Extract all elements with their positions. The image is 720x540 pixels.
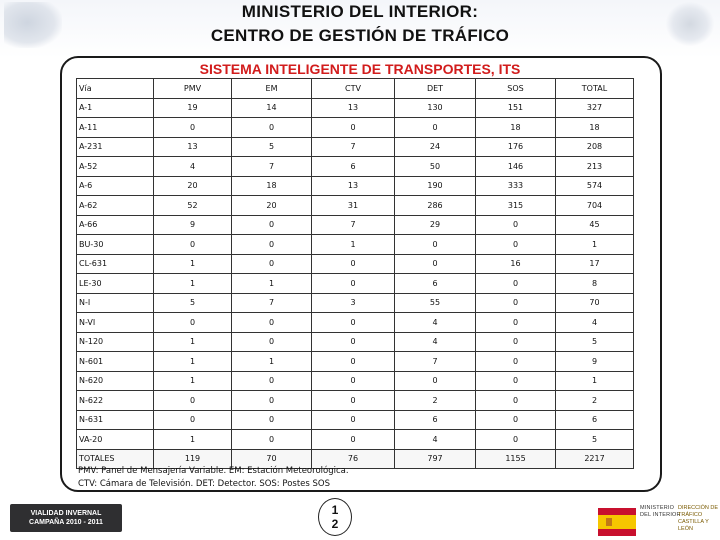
value-cell: 0 [232,313,312,333]
value-cell: 5 [232,137,312,157]
value-cell: 0 [312,274,395,294]
value-cell: 8 [556,274,634,294]
value-cell: 31 [312,196,395,216]
value-cell: 5 [556,332,634,352]
column-header: SOS [476,79,556,99]
dgt-footer-text [678,505,720,533]
value-cell: 5 [154,293,232,313]
value-cell: 0 [476,293,556,313]
value-cell: 1 [232,274,312,294]
value-cell: 19 [154,98,232,118]
value-cell: 0 [476,391,556,411]
value-cell: 797 [395,449,476,469]
value-cell: 0 [476,352,556,372]
table-row [77,157,634,177]
road-cell: N-601 [77,352,154,372]
value-cell: 0 [154,410,232,430]
value-cell: 0 [232,254,312,274]
value-cell: 1 [556,371,634,391]
value-cell: 286 [395,196,476,216]
value-cell: 7 [395,352,476,372]
table-row [77,176,634,196]
value-cell: 4 [395,313,476,333]
road-cell: A-62 [77,196,154,216]
column-header: CTV [312,79,395,99]
table-row [77,313,634,333]
value-cell: 119 [154,449,232,469]
value-cell: 213 [556,157,634,177]
campaign-years: CAMPAÑA 2010 - 2011 [29,519,103,526]
road-cell: N-622 [77,391,154,411]
column-header: Vía [77,79,154,99]
value-cell: 14 [232,98,312,118]
table-row [77,235,634,255]
value-cell: 1 [556,235,634,255]
value-cell: 0 [312,313,395,333]
value-cell: 20 [232,196,312,216]
table-row [77,137,634,157]
value-cell: 0 [232,371,312,391]
value-cell: 1 [154,371,232,391]
value-cell: 6 [556,410,634,430]
value-cell: 0 [312,410,395,430]
value-cell: 1 [154,274,232,294]
dgt-footer-line: DIRECCIÓN DE [678,505,719,511]
value-cell: 13 [154,137,232,157]
road-cell: N-631 [77,410,154,430]
road-cell: A-231 [77,137,154,157]
value-cell: 0 [395,235,476,255]
value-cell: 5 [556,430,634,450]
value-cell: 18 [556,118,634,138]
column-header: DET [395,79,476,99]
value-cell: 6 [312,157,395,177]
value-cell: 45 [556,215,634,235]
value-cell: 1 [154,332,232,352]
value-cell: 0 [312,391,395,411]
road-cell: A-6 [77,176,154,196]
value-cell: 0 [312,371,395,391]
table-row [77,371,634,391]
table-row [77,410,634,430]
value-cell: 0 [395,118,476,138]
value-cell: 7 [232,157,312,177]
value-cell: 0 [312,254,395,274]
value-cell: 4 [395,332,476,352]
table-row [77,254,634,274]
value-cell: 18 [476,118,556,138]
value-cell: 2217 [556,449,634,469]
value-cell: 7 [232,293,312,313]
value-cell: 0 [232,235,312,255]
road-cell: A-11 [77,118,154,138]
value-cell: 0 [232,332,312,352]
dgt-footer-line: TRÁFICO [678,512,703,518]
road-cell: CL-631 [77,254,154,274]
dgt-footer-line: CASTILLA Y LEÓN [678,519,709,532]
value-cell: 333 [476,176,556,196]
value-cell: 146 [476,157,556,177]
road-cell: LE-30 [77,274,154,294]
value-cell: 1 [154,254,232,274]
value-cell: 0 [232,430,312,450]
value-cell: 0 [232,391,312,411]
value-cell: 70 [556,293,634,313]
system-title: SISTEMA INTELIGENTE DE TRANSPORTES, ITS [199,61,521,77]
value-cell: 16 [476,254,556,274]
value-cell: 1 [154,430,232,450]
value-cell: 4 [154,157,232,177]
value-cell: 0 [395,371,476,391]
value-cell: 0 [312,352,395,372]
value-cell: 1155 [476,449,556,469]
value-cell: 0 [312,430,395,450]
spain-flag-icon [598,508,636,536]
table-row [77,196,634,216]
value-cell: 0 [476,215,556,235]
value-cell: 13 [312,176,395,196]
road-cell: BU-30 [77,235,154,255]
road-cell: TOTALES [77,449,154,469]
value-cell: 9 [556,352,634,372]
ministry-title: MINISTERIO DEL INTERIOR: [241,2,479,21]
value-cell: 29 [395,215,476,235]
value-cell: 4 [395,430,476,450]
campaign-title: VIALIDAD INVERNAL [30,510,102,517]
value-cell: 2 [556,391,634,411]
value-cell: 9 [154,215,232,235]
value-cell: 17 [556,254,634,274]
center-title: CENTRO DE GESTIÓN DE TRÁFICO [210,26,510,45]
value-cell: 20 [154,176,232,196]
value-cell: 0 [232,118,312,138]
road-cell: N-VI [77,313,154,333]
table-row [77,352,634,372]
value-cell: 0 [476,332,556,352]
value-cell: 574 [556,176,634,196]
road-cell: N-I [77,293,154,313]
value-cell: 0 [154,118,232,138]
value-cell: 1 [232,352,312,372]
value-cell: 208 [556,137,634,157]
road-cell: A-1 [77,98,154,118]
value-cell: 0 [154,391,232,411]
ministry-footer-line: MINISTERIO [640,505,675,511]
table-row [77,215,634,235]
table-header-row [77,79,634,99]
value-cell: 2 [395,391,476,411]
value-cell: 1 [312,235,395,255]
legend-footnote [78,465,438,491]
table-row [77,430,634,450]
column-header: EM [232,79,312,99]
footnote-line: CTV: Cámara de Televisión. DET: Detector. SOS: Postes SOS [78,479,330,489]
value-cell: 0 [476,274,556,294]
road-cell: A-52 [77,157,154,177]
road-cell: N-620 [77,371,154,391]
footnote-line: PMV: Panel de Mensajería Variable. EM: Estación Meteorológica. [78,466,349,476]
value-cell: 50 [395,157,476,177]
value-cell: 24 [395,137,476,157]
campaign-badge [10,504,122,532]
value-cell: 0 [476,313,556,333]
value-cell: 0 [395,254,476,274]
page-marker-bottom: 2 [331,517,339,531]
value-cell: 6 [395,410,476,430]
value-cell: 0 [312,332,395,352]
value-cell: 0 [476,235,556,255]
road-cell: VA-20 [77,430,154,450]
value-cell: 6 [395,274,476,294]
table-row [77,332,634,352]
road-cell: A-66 [77,215,154,235]
value-cell: 1 [154,352,232,372]
value-cell: 315 [476,196,556,216]
value-cell: 0 [232,410,312,430]
value-cell: 0 [154,235,232,255]
table-row [77,118,634,138]
column-header: TOTAL [556,79,634,99]
value-cell: 0 [312,118,395,138]
ministry-footer-line: DEL INTERIOR [640,512,681,518]
value-cell: 190 [395,176,476,196]
column-header: PMV [154,79,232,99]
value-cell: 52 [154,196,232,216]
value-cell: 0 [154,313,232,333]
table-row [77,293,634,313]
value-cell: 176 [476,137,556,157]
table-row [77,98,634,118]
value-cell: 55 [395,293,476,313]
value-cell: 327 [556,98,634,118]
page-marker-top: 1 [331,503,339,517]
road-cell: N-120 [77,332,154,352]
value-cell: 18 [232,176,312,196]
value-cell: 704 [556,196,634,216]
value-cell: 130 [395,98,476,118]
value-cell: 3 [312,293,395,313]
table-row [77,274,634,294]
value-cell: 0 [476,430,556,450]
table-row [77,391,634,411]
value-cell: 76 [312,449,395,469]
page-marker [318,498,352,536]
value-cell: 0 [476,371,556,391]
value-cell: 7 [312,137,395,157]
value-cell: 4 [556,313,634,333]
value-cell: 70 [232,449,312,469]
value-cell: 0 [476,410,556,430]
its-equipment-table [76,78,634,469]
value-cell: 13 [312,98,395,118]
value-cell: 0 [232,215,312,235]
value-cell: 7 [312,215,395,235]
value-cell: 151 [476,98,556,118]
